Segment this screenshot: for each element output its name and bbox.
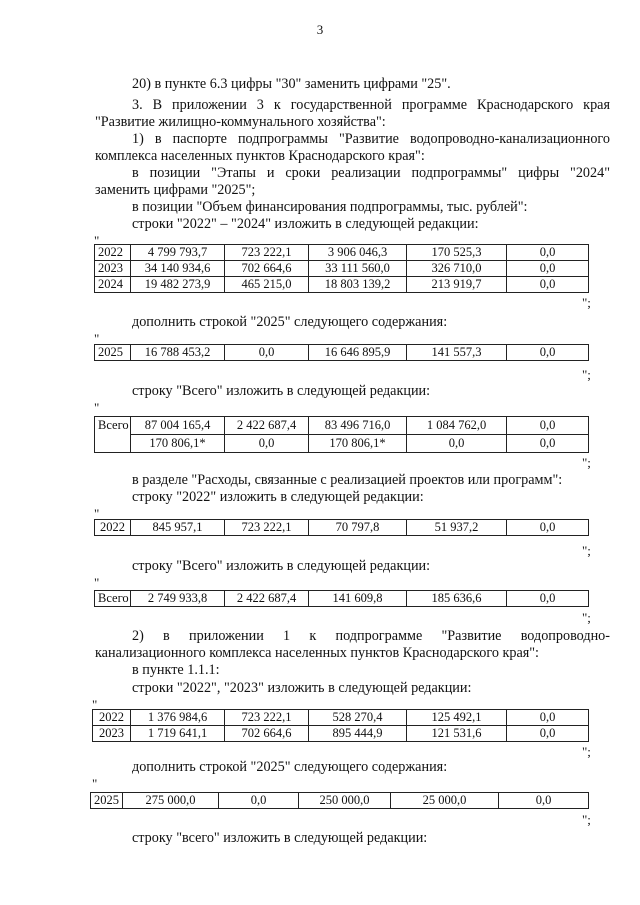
table-cell: 19 482 273,9 bbox=[131, 277, 225, 293]
open-quote: " bbox=[94, 400, 100, 415]
row-label: 2025 bbox=[91, 793, 123, 809]
close-quote: "; bbox=[582, 744, 591, 759]
table-row bbox=[93, 710, 589, 726]
text-line: строку "Всего" изложить в следующей редакции: bbox=[132, 383, 431, 399]
table-cell: 326 710,0 bbox=[407, 261, 507, 277]
text-line: в пункте 1.1.1: bbox=[132, 662, 220, 678]
page-number: 3 bbox=[316, 22, 324, 37]
table-cell: 0,0 bbox=[507, 591, 589, 607]
table-cell: 2 749 933,8 bbox=[131, 591, 225, 607]
close-quote: "; bbox=[582, 610, 591, 625]
table-cell: 723 222,1 bbox=[225, 710, 309, 726]
row-label: 2023 bbox=[95, 261, 131, 277]
row-label: Всего bbox=[95, 591, 131, 607]
text-line: "Развитие жилищно-коммунального хозяйства": bbox=[95, 114, 386, 130]
text-line: 1) в паспорте подпрограммы "Развитие водопроводно-канализационного bbox=[132, 131, 610, 147]
row-label: Всего bbox=[95, 417, 131, 453]
text-line: в разделе "Расходы, связанные с реализацией проектов или программ": bbox=[132, 472, 563, 488]
financing-table-total bbox=[94, 416, 589, 453]
table-cell: 275 000,0 bbox=[123, 793, 219, 809]
table-cell: 121 531,6 bbox=[407, 726, 507, 742]
table-cell: 0,0 bbox=[507, 520, 589, 536]
table-cell: 34 140 934,6 bbox=[131, 261, 225, 277]
table-row bbox=[95, 520, 589, 536]
text-line: 3. В приложении 3 к государственной программе Краснодарского края bbox=[132, 97, 610, 113]
table-row bbox=[91, 793, 589, 809]
table-cell: 0,0 bbox=[507, 726, 589, 742]
row-label: 2025 bbox=[95, 345, 131, 361]
table-cell: 0,0 bbox=[219, 793, 299, 809]
table-cell: 16 646 895,9 bbox=[309, 345, 407, 361]
table-cell: 1 376 984,6 bbox=[131, 710, 225, 726]
table-cell: 845 957,1 bbox=[131, 520, 225, 536]
table-cell: 0,0 bbox=[507, 245, 589, 261]
text-line: в позиции "Этапы и сроки реализации подпрограммы" цифры "2024" bbox=[132, 165, 610, 181]
table-cell: 0,0 bbox=[225, 345, 309, 361]
text-line: дополнить строкой "2025" следующего содержания: bbox=[132, 759, 448, 775]
table-cell: 25 000,0 bbox=[391, 793, 499, 809]
table-cell: 33 111 560,0 bbox=[309, 261, 407, 277]
row-label: 2023 bbox=[93, 726, 131, 742]
close-quote: "; bbox=[582, 455, 591, 470]
table-row bbox=[95, 435, 589, 453]
open-quote: " bbox=[92, 776, 98, 791]
table-cell: 1 084 762,0 bbox=[407, 417, 507, 435]
table-cell: 16 788 453,2 bbox=[131, 345, 225, 361]
close-quote: "; bbox=[582, 295, 591, 310]
table-cell: 465 215,0 bbox=[225, 277, 309, 293]
table-cell: 0,0 bbox=[507, 435, 589, 453]
close-quote: "; bbox=[582, 543, 591, 558]
table-row bbox=[95, 277, 589, 293]
table-row bbox=[93, 726, 589, 742]
table-cell: 141 609,8 bbox=[309, 591, 407, 607]
text-line: строку "Всего" изложить в следующей редакции: bbox=[132, 558, 431, 574]
row-label: 2022 bbox=[93, 710, 131, 726]
table-cell: 0,0 bbox=[499, 793, 589, 809]
table-cell: 1 719 641,1 bbox=[131, 726, 225, 742]
open-quote: " bbox=[94, 331, 100, 346]
open-quote: " bbox=[94, 233, 100, 248]
close-quote: "; bbox=[582, 812, 591, 827]
table-cell: 0,0 bbox=[407, 435, 507, 453]
table-cell: 0,0 bbox=[507, 277, 589, 293]
table-cell: 141 557,3 bbox=[407, 345, 507, 361]
open-quote: " bbox=[94, 575, 100, 590]
table-cell: 895 444,9 bbox=[309, 726, 407, 742]
table-cell: 87 004 165,4 bbox=[131, 417, 225, 435]
financing-table-2025 bbox=[94, 344, 589, 361]
text-line: строку "2022" изложить в следующей редакции: bbox=[132, 489, 424, 505]
expenses-table-2022 bbox=[94, 519, 589, 536]
table-cell: 185 636,6 bbox=[407, 591, 507, 607]
table-cell: 2 422 687,4 bbox=[225, 417, 309, 435]
text-line: 20) в пункте 6.3 цифры "30" заменить цифрами "25". bbox=[132, 76, 451, 92]
text-line: заменить цифрами "2025"; bbox=[95, 182, 256, 198]
table-cell: 3 906 046,3 bbox=[309, 245, 407, 261]
financing-table-2022-2024 bbox=[94, 244, 589, 293]
table-cell: 51 937,2 bbox=[407, 520, 507, 536]
table-row bbox=[95, 591, 589, 607]
close-quote: "; bbox=[582, 367, 591, 382]
open-quote: " bbox=[92, 697, 98, 712]
table-cell: 70 797,8 bbox=[309, 520, 407, 536]
table-cell: 723 222,1 bbox=[225, 520, 309, 536]
table-cell: 702 664,6 bbox=[225, 261, 309, 277]
table-cell: 4 799 793,7 bbox=[131, 245, 225, 261]
row-label: 2022 bbox=[95, 520, 131, 536]
table-row bbox=[95, 417, 589, 435]
text-line: канализационного комплекса населенных пунктов Краснодарского края": bbox=[95, 645, 540, 661]
table-cell: 0,0 bbox=[225, 435, 309, 453]
table-cell: 528 270,4 bbox=[309, 710, 407, 726]
text-line: строки "2022", "2023" изложить в следующей редакции: bbox=[132, 680, 472, 696]
text-line: дополнить строкой "2025" следующего содержания: bbox=[132, 314, 448, 330]
text-line: в позиции "Объем финансирования подпрограммы, тыс. рублей": bbox=[132, 199, 528, 215]
text-line: 2) в приложении 1 к подпрограмме "Развитие водопроводно- bbox=[132, 628, 610, 644]
text-line: строку "всего" изложить в следующей редакции: bbox=[132, 830, 428, 846]
table-cell: 18 803 139,2 bbox=[309, 277, 407, 293]
row-label: 2024 bbox=[95, 277, 131, 293]
text-line: комплекса населенных пунктов Краснодарского края": bbox=[95, 148, 425, 164]
table-cell: 0,0 bbox=[507, 417, 589, 435]
appendix-table-2025 bbox=[90, 792, 589, 809]
table-cell: 170 525,3 bbox=[407, 245, 507, 261]
row-label: 2022 bbox=[95, 245, 131, 261]
table-row bbox=[95, 345, 589, 361]
table-cell: 0,0 bbox=[507, 710, 589, 726]
table-cell: 250 000,0 bbox=[299, 793, 391, 809]
table-cell: 0,0 bbox=[507, 345, 589, 361]
table-cell: 83 496 716,0 bbox=[309, 417, 407, 435]
table-cell: 213 919,7 bbox=[407, 277, 507, 293]
text-line: строки "2022" – "2024" изложить в следующей редакции: bbox=[132, 216, 479, 232]
table-row bbox=[95, 261, 589, 277]
appendix-table-2022-2023 bbox=[92, 709, 589, 742]
table-row bbox=[95, 245, 589, 261]
table-cell: 2 422 687,4 bbox=[225, 591, 309, 607]
table-cell: 125 492,1 bbox=[407, 710, 507, 726]
table-cell: 170 806,1* bbox=[131, 435, 225, 453]
table-cell: 702 664,6 bbox=[225, 726, 309, 742]
table-cell: 170 806,1* bbox=[309, 435, 407, 453]
open-quote: " bbox=[94, 506, 100, 521]
expenses-table-total bbox=[94, 590, 589, 607]
table-cell: 0,0 bbox=[507, 261, 589, 277]
table-cell: 723 222,1 bbox=[225, 245, 309, 261]
